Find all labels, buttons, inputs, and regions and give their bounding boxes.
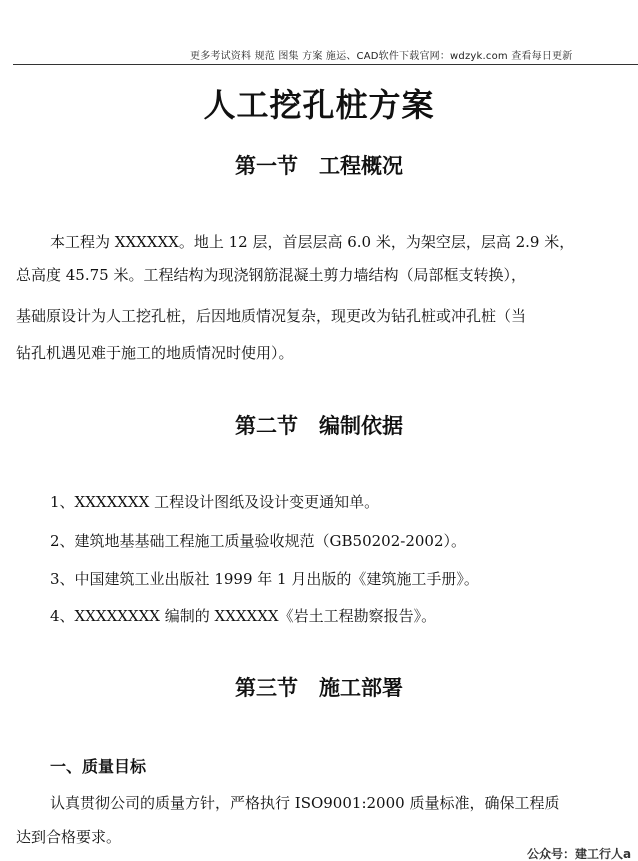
header-note: 更多考试资料 规范 图集 方案 施运、CAD软件下载官网：wdzyk.com 查看每日更新 — [190, 51, 573, 62]
overview-paragraph-line: 钻孔机遇见难于施工的地质情况时使用）。 — [16, 344, 294, 362]
basis-list-item: 1、XXXXXXX 工程设计图纸及设计变更通知单。 — [50, 493, 380, 511]
section-heading-overview: 第一节 工程概况 — [235, 154, 403, 178]
basis-list-item: 2、建筑地基基础工程施工质量验收规范（GB50202-2002）。 — [50, 532, 467, 550]
section-heading-basis: 第二节 编制依据 — [235, 414, 403, 438]
overview-paragraph-line: 本工程为 XXXXXX。地上 12 层，首层层高 6.0 米，为架空层，层高 2.9 米， — [50, 233, 575, 251]
basis-list-item: 4、XXXXXXXX 编制的 XXXXXX《岩土工程勘察报告》。 — [50, 607, 437, 625]
overview-paragraph-line: 基础原设计为人工挖孔桩，后因地质情况复杂，现更改为钻孔桩或冲孔桩（当 — [16, 307, 527, 325]
document-title: 人工挖孔桩方案 — [203, 86, 435, 124]
overview-paragraph-line: 总高度 45.75 米。工程结构为现浇钢筋混凝土剪力墙结构（局部框支转换）， — [16, 266, 526, 284]
basis-list-item: 3、中国建筑工业出版社 1999 年 1 月出版的《建筑施工手册》。 — [50, 570, 479, 588]
quality-paragraph-line: 认真贯彻公司的质量方针，严格执行 ISO9001:2000 质量标准，确保工程质 — [50, 794, 560, 812]
quality-target-subheading: 一、质量目标 — [50, 757, 147, 776]
watermark-text: 公众号：建工行人a — [527, 847, 632, 861]
quality-paragraph-line: 达到合格要求。 — [16, 828, 122, 846]
header-rule — [13, 64, 638, 65]
section-heading-deployment: 第三节 施工部署 — [235, 676, 403, 700]
